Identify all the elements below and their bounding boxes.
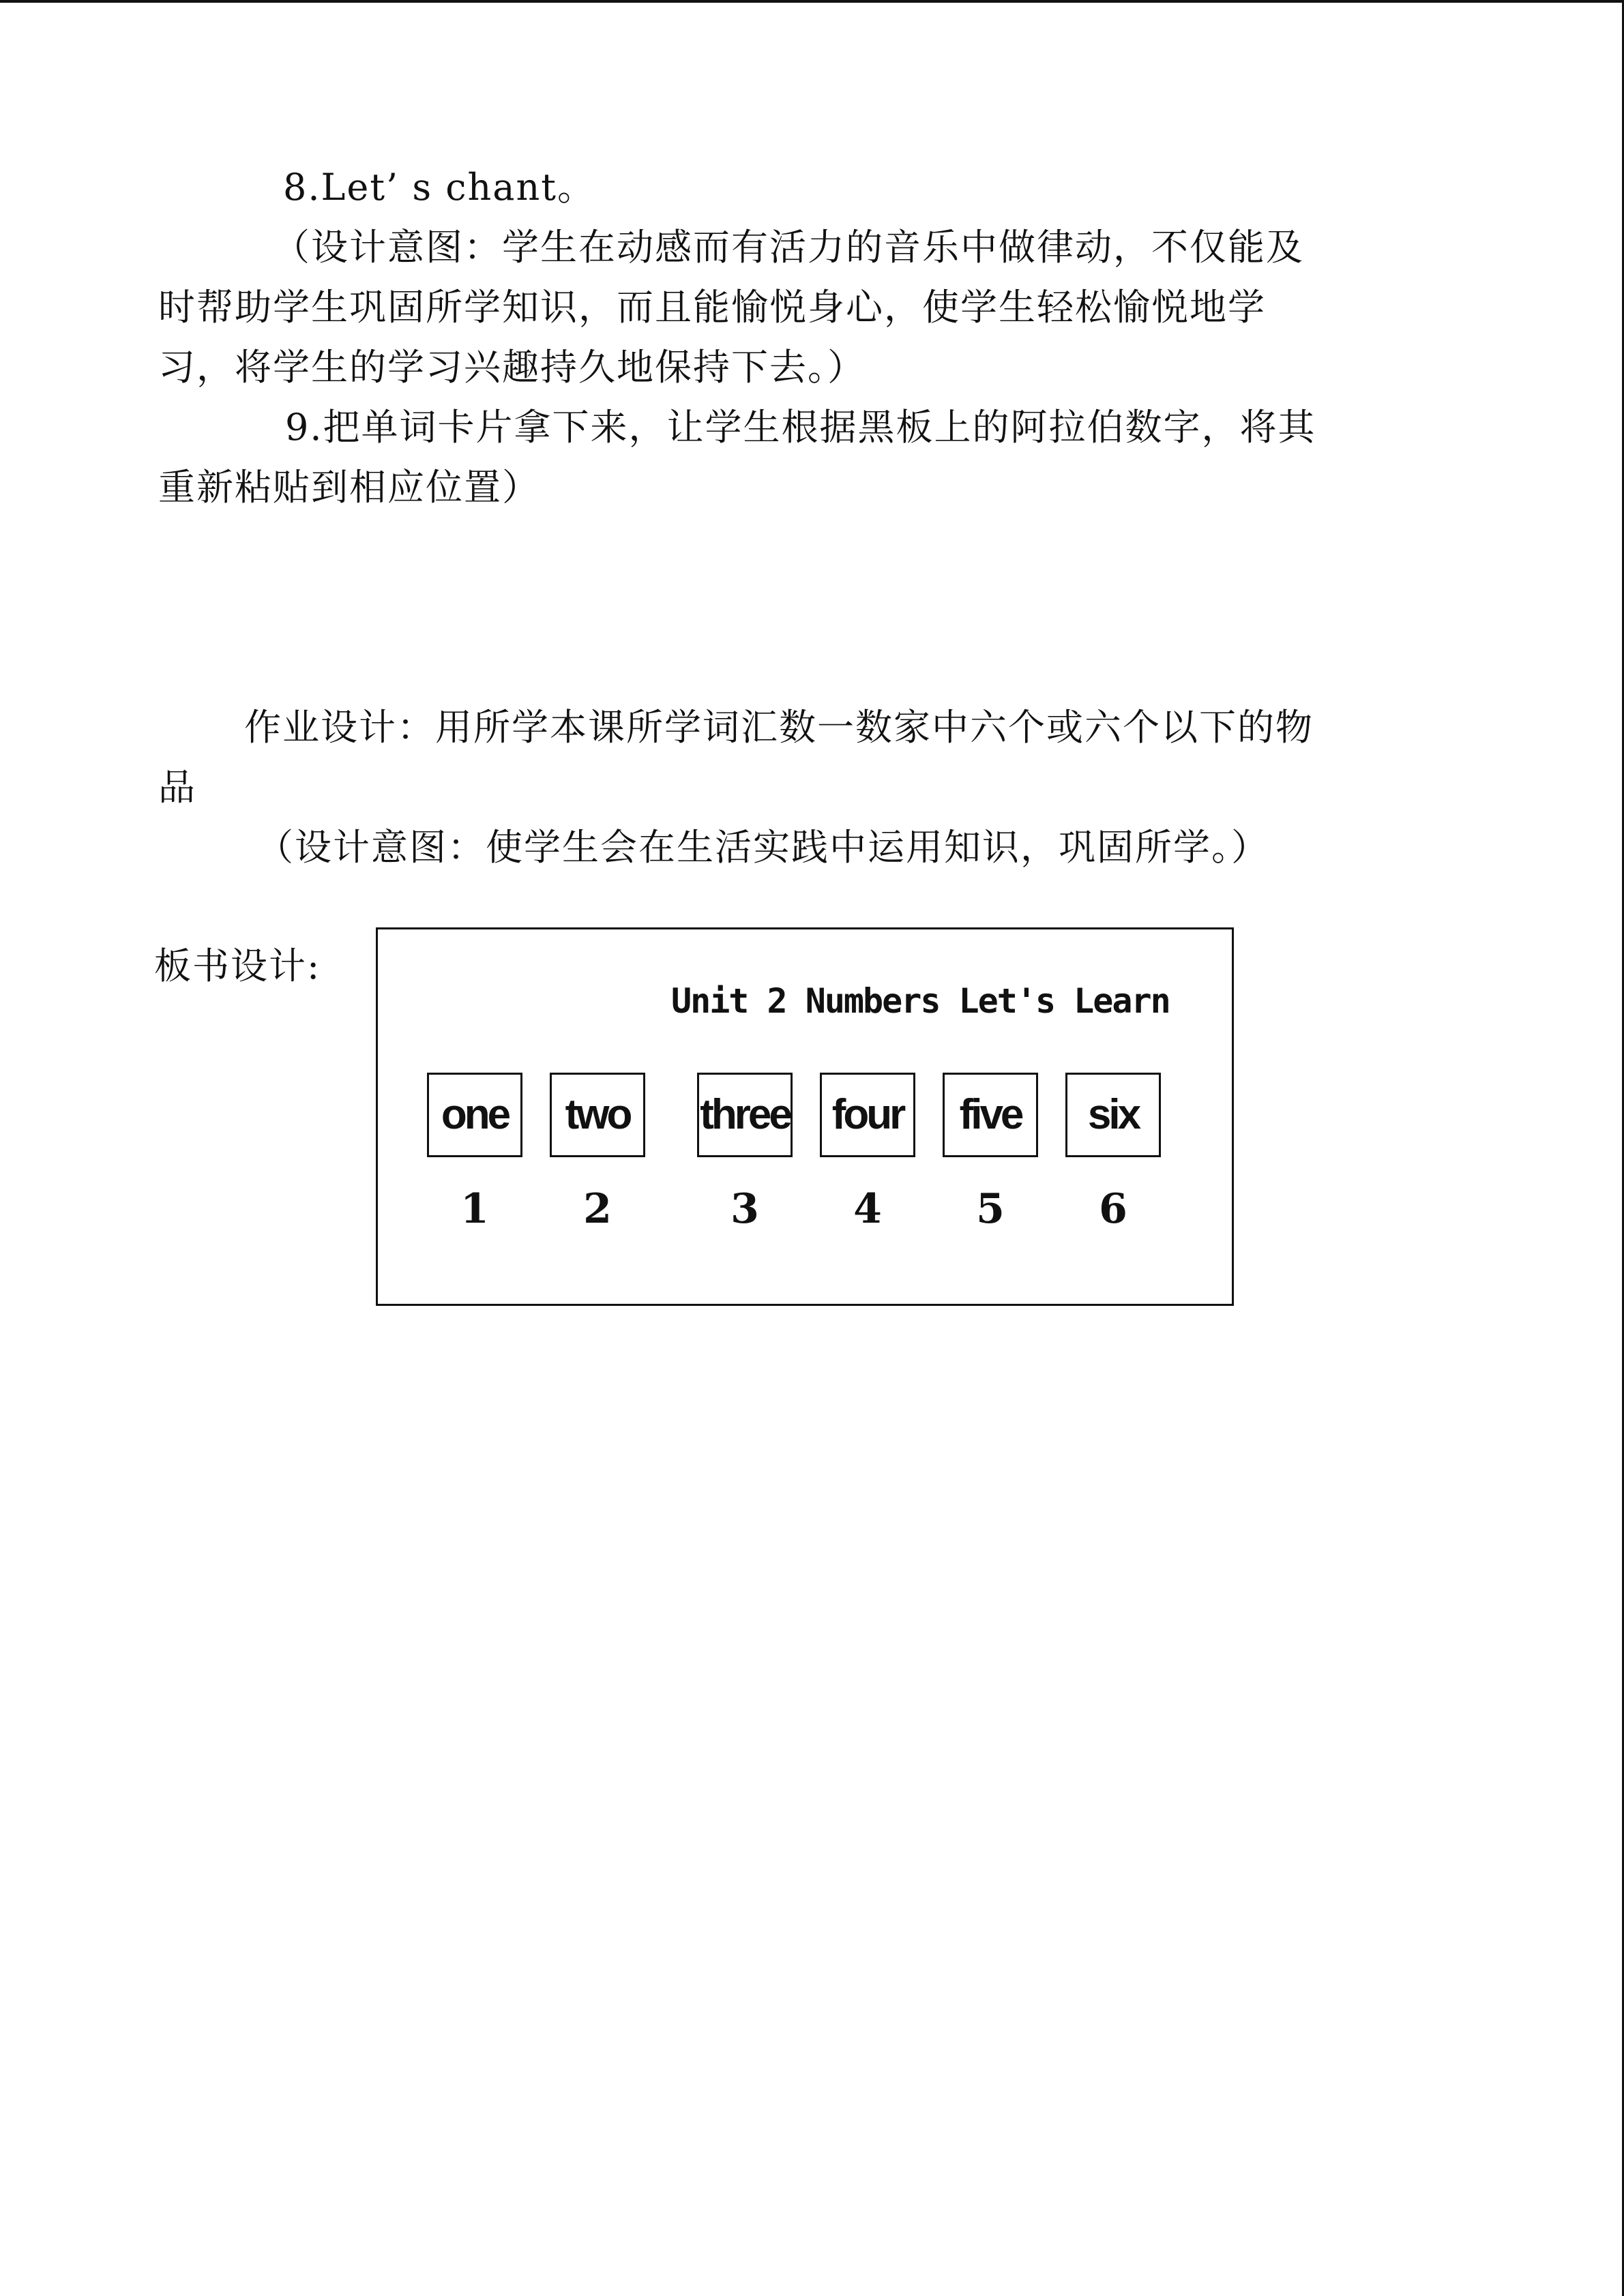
step-9-line-1: 9.把单词卡片拿下来，让学生根据黑板上的阿拉伯数字，将其	[285, 406, 1316, 449]
page-top-border	[0, 0, 1624, 3]
board-design-label: 板书设计:	[154, 944, 321, 987]
blackboard-design	[376, 927, 1234, 1306]
word-card-three: three	[697, 1073, 793, 1157]
homework-design-intent: （设计意图：使学生会在生活实践中运用知识，巩固所学。）	[256, 826, 1269, 869]
design-intent-line-1: （设计意图：学生在动感而有活力的音乐中做律动，不仅能及	[273, 226, 1304, 269]
step-8-chant: 8.Let’ s chant。	[283, 166, 595, 209]
number-6: 6	[1099, 1185, 1127, 1233]
word-card-six: six	[1065, 1073, 1161, 1157]
word-card-four: four	[820, 1073, 915, 1157]
board-title: Unit 2 Numbers Let's Learn	[671, 981, 1170, 1021]
number-4: 4	[853, 1185, 882, 1233]
number-3: 3	[730, 1185, 759, 1233]
number-1: 1	[460, 1185, 489, 1233]
number-2: 2	[583, 1185, 612, 1233]
word-card-two: two	[550, 1073, 645, 1157]
number-5: 5	[976, 1185, 1005, 1233]
design-intent-line-3: 习，将学生的学习兴趣持久地保持下去。）	[158, 346, 866, 389]
homework-line-1: 作业设计：用所学本课所学词汇数一数家中六个或六个以下的物	[244, 706, 1314, 749]
word-card-one: one	[427, 1073, 522, 1157]
word-card-five: five	[943, 1073, 1038, 1157]
step-9-line-2: 重新粘贴到相应位置）	[158, 466, 540, 509]
design-intent-line-2: 时帮助学生巩固所学知识，而且能愉悦身心，使学生轻松愉悦地学	[158, 286, 1266, 329]
homework-line-2: 品	[158, 766, 196, 809]
